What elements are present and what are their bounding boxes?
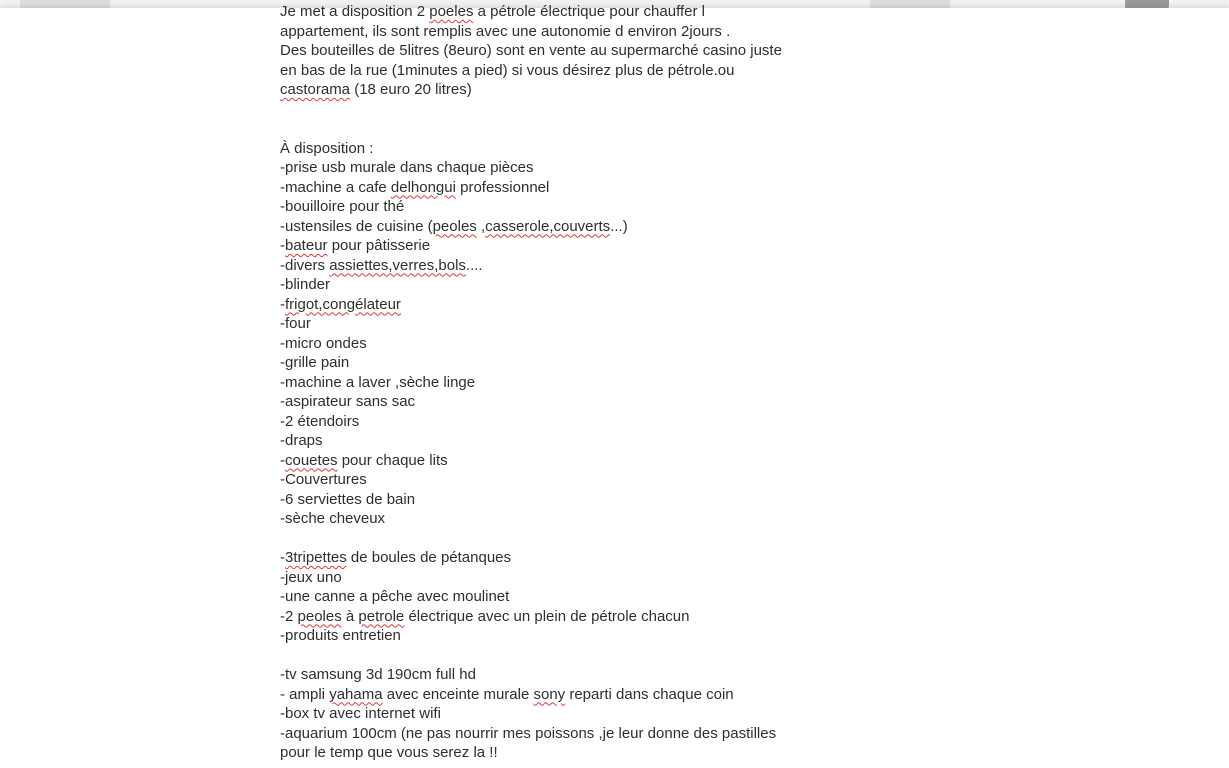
text-line: -frigot,congélateur — [280, 295, 401, 313]
spellcheck-word: frigot,congélateur — [285, 295, 401, 313]
spellcheck-word: peoles — [297, 607, 342, 625]
spellcheck-word: casserole,couverts — [485, 217, 611, 235]
text-line: -ustensiles de cuisine (peoles ,casserole,couverts...) — [280, 217, 628, 235]
text-line: -produits entretien — [280, 627, 401, 644]
text-line: en bas de la rue (1minutes a pied) si vous désirez plus de pétrole.ou — [280, 61, 735, 79]
text-line: -aquarium 100cm (ne pas nourrir mes poissons ,je leur donne des pastilles — [280, 724, 777, 742]
text-line: -2 peoles à petrole électrique avec un plein de pétrole chacun — [280, 607, 690, 625]
electronics-list — [280, 665, 840, 763]
text-line: -divers assiettes,verres,bols.... — [280, 256, 483, 274]
section-heading: À disposition : — [280, 139, 374, 157]
spellcheck-word: bateur — [285, 237, 328, 254]
text-line: -aspirateur sans sac — [280, 393, 416, 410]
text-line: -four — [280, 315, 311, 332]
spellcheck-word: couetes — [285, 451, 338, 469]
text-line: -couetes pour chaque lits — [280, 451, 448, 469]
text-line: -grille pain — [280, 354, 350, 371]
amenities-list — [280, 158, 840, 529]
spellcheck-word: yahama — [329, 685, 383, 703]
text-line: -machine a cafe delhongui professionnel — [280, 178, 550, 196]
text-line: -prise usb murale dans chaque pièces — [280, 159, 534, 176]
spellcheck-word: assiettes,verres,bols — [329, 256, 466, 274]
text-line: -box tv avec internet wifi — [280, 705, 441, 722]
document-page — [0, 3, 1229, 768]
intro-paragraph — [280, 2, 840, 100]
spellcheck-word: castorama — [280, 81, 351, 98]
text-line: appartement, ils sont remplis avec une autonomie d environ 2jours . — [280, 22, 731, 40]
document-body — [280, 2, 840, 763]
text-line: -draps — [280, 432, 323, 449]
spellcheck-word: petrole — [358, 607, 405, 625]
spellcheck-word: delhongui — [390, 178, 456, 196]
text-line: -machine a laver ,sèche linge — [280, 373, 476, 391]
text-line: -micro ondes — [280, 334, 367, 352]
text-line: - ampli yahama avec enceinte murale sony reparti dans chaque coin — [280, 685, 734, 703]
text-line: -Couvertures — [280, 471, 367, 488]
spellcheck-word: sony — [533, 685, 566, 703]
spellcheck-word: poeles — [429, 3, 474, 20]
text-line: Je met a disposition 2 poeles a pétrole électrique pour chauffer l — [280, 3, 705, 20]
text-line: -une canne a pêche avec moulinet — [280, 588, 510, 605]
text-line: pour le temp que vous serez la !! — [280, 744, 498, 761]
spellcheck-word: peoles — [432, 217, 477, 235]
text-line: -bateur pour pâtisserie — [280, 237, 431, 254]
text-line: -tv samsung 3d 190cm full hd — [280, 666, 476, 683]
text-line: -blinder — [280, 276, 331, 293]
spellcheck-word: 3tripettes — [285, 549, 347, 566]
text-line: -3tripettes de boules de pétanques — [280, 549, 512, 566]
text-line: -sèche cheveux — [280, 510, 386, 527]
text-line: Des bouteilles de 5litres (8euro) sont en vente au supermarché casino juste — [280, 42, 782, 59]
text-line: -jeux uno — [280, 568, 342, 586]
games-list — [280, 548, 840, 646]
text-line: -6 serviettes de bain — [280, 490, 416, 508]
text-line: -bouilloire pour thé — [280, 198, 405, 215]
text-line: castorama (18 euro 20 litres) — [280, 81, 472, 98]
text-line: -2 étendoirs — [280, 412, 360, 430]
